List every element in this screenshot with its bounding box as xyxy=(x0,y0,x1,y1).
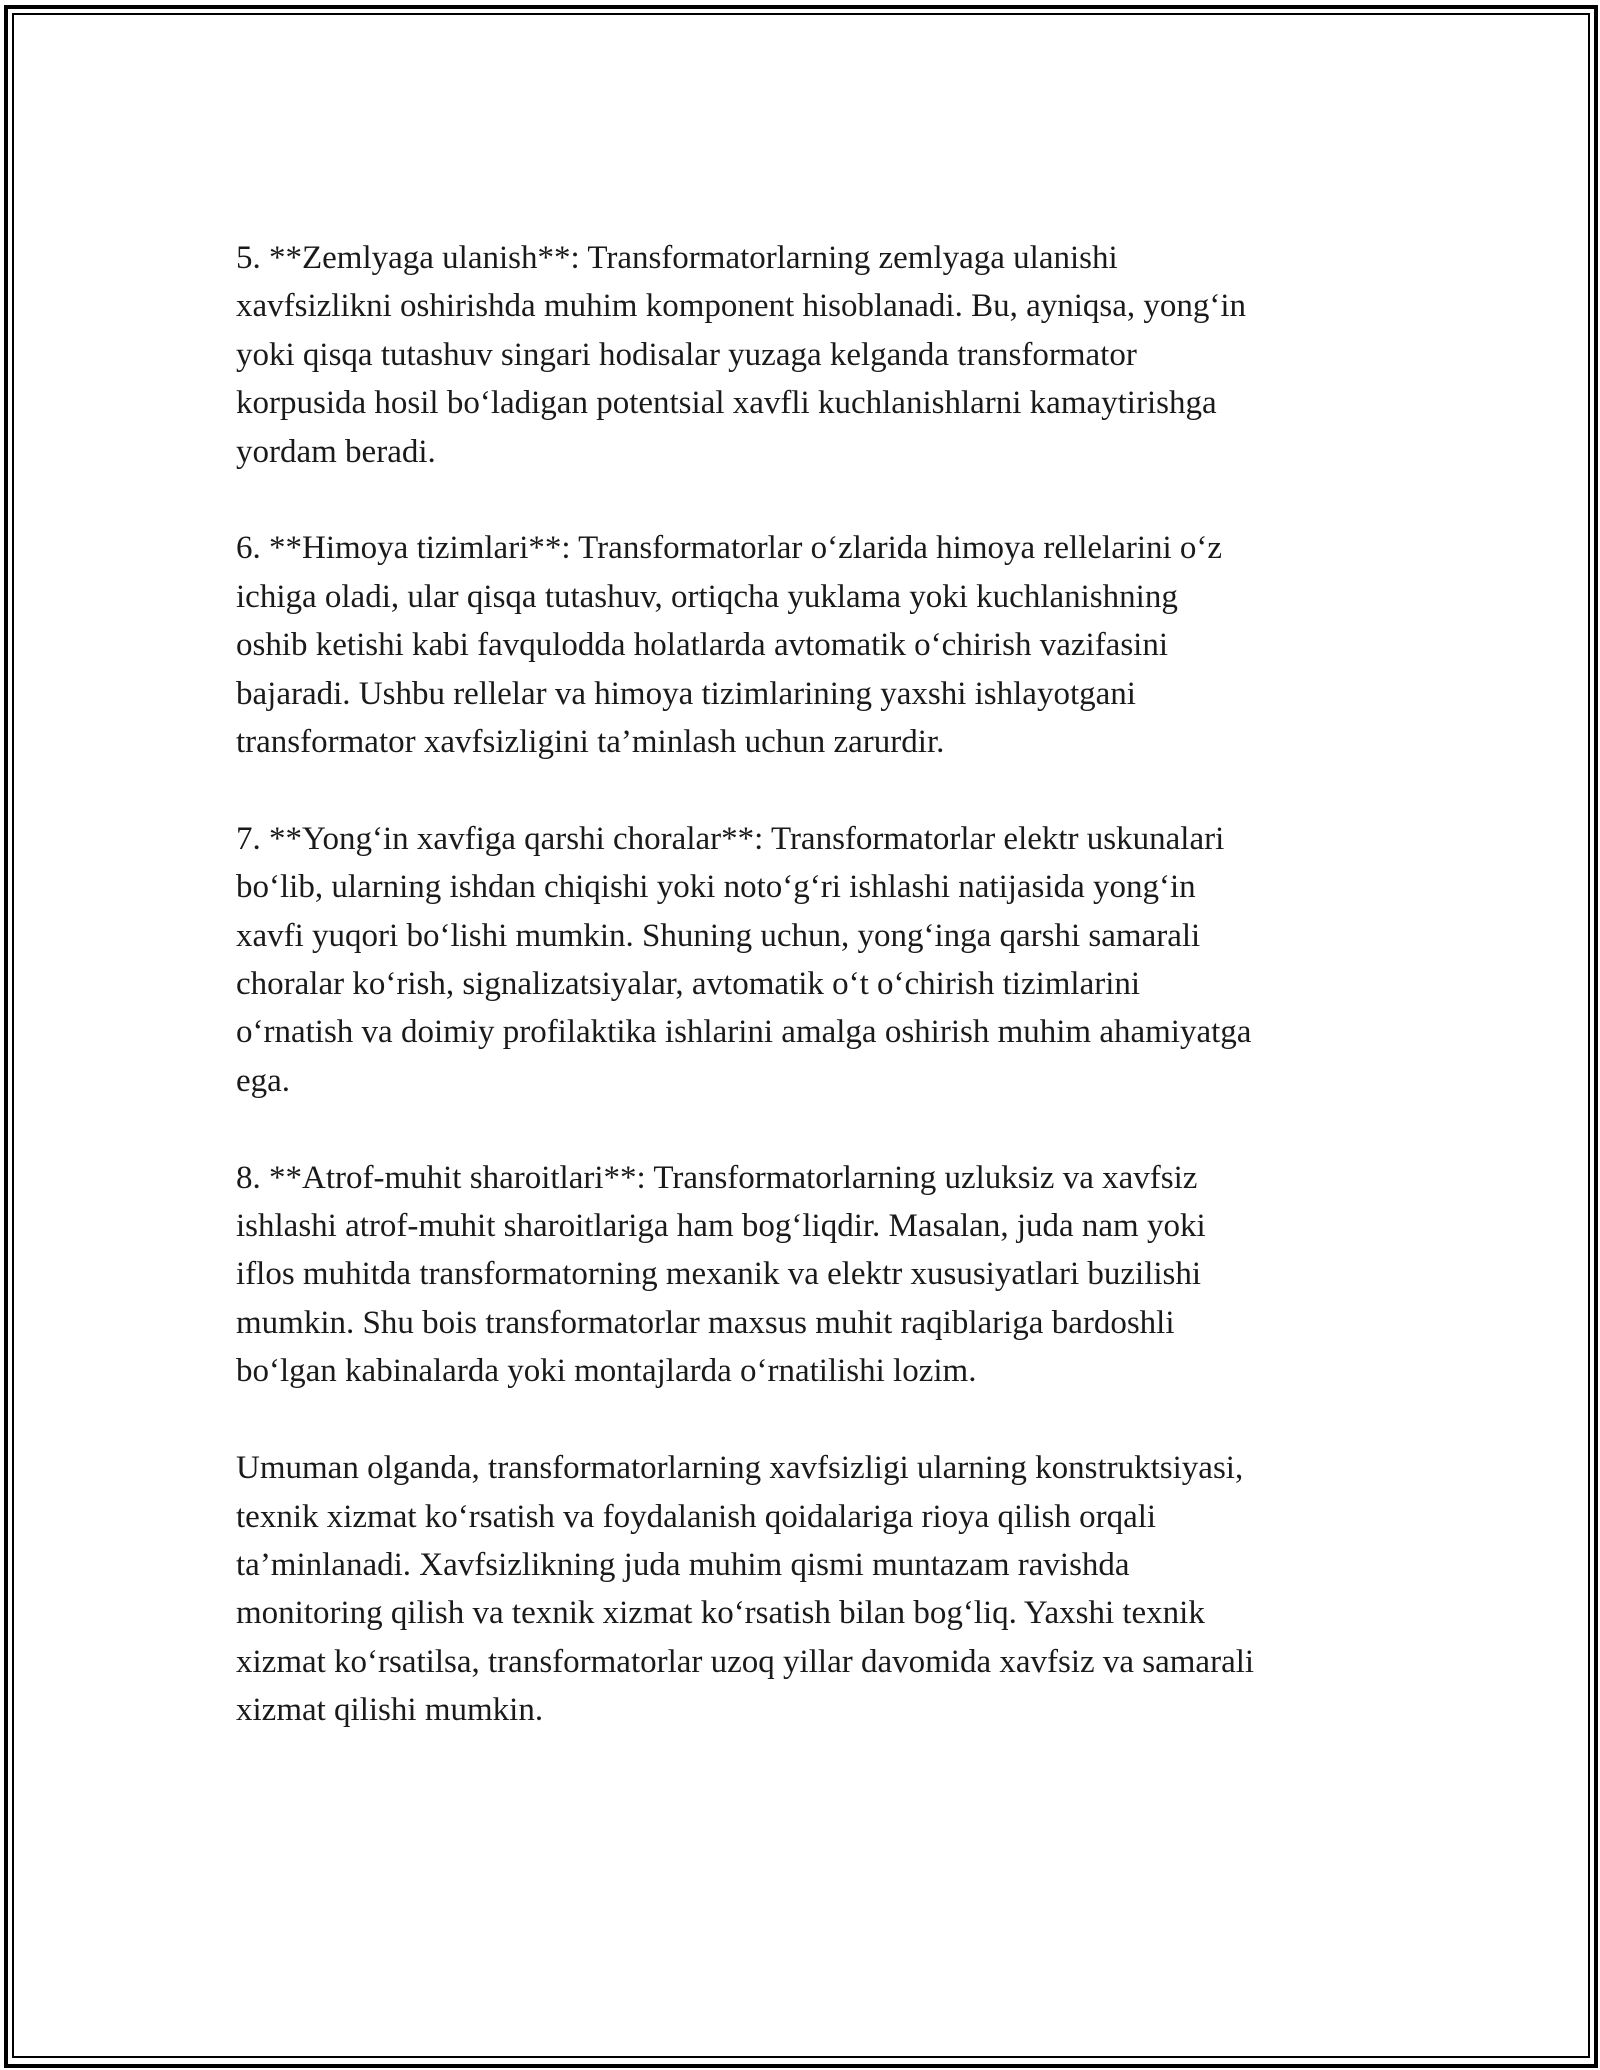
text-line: oshib ketishi kabi favqulodda holatlarda avtomatik o‘chirish vazifasini xyxy=(236,627,1169,664)
text-line: choralar ko‘rish, signalizatsiyalar, avtomatik o‘t o‘chirish tizimlarini xyxy=(236,966,1141,1003)
text-line: monitoring qilish va texnik xizmat ko‘rsatish bilan bog‘liq. Yaxshi texnik xyxy=(236,1595,1205,1632)
text-line: ishlashi atrof-muhit sharoitlariga ham bog‘liqdir. Masalan, juda nam yoki xyxy=(236,1208,1206,1245)
text-line: yordam beradi. xyxy=(236,433,436,470)
paragraph-conclusion xyxy=(236,1444,1386,1734)
text-line: 8. **Atrof-muhit sharoitlari**: Transformatorlarning uzluksiz va xavfsiz xyxy=(236,1159,1198,1196)
text-line: transformator xavfsizligini ta’minlash uchun zarurdir. xyxy=(236,724,945,761)
document-body xyxy=(236,234,1386,1783)
text-line: 5. **Zemlyaga ulanish**: Transformatorlarning zemlyaga ulanishi xyxy=(236,240,1118,276)
text-line: 7. **Yong‘in xavfiga qarshi choralar**: Transformatorlar elektr uskunalari xyxy=(236,820,1225,857)
paragraph-fire-safety xyxy=(236,815,1386,1105)
paragraph-grounding xyxy=(236,234,1386,476)
paragraph-protection-systems xyxy=(236,524,1386,766)
text-line: ichiga oladi, ular qisqa tutashuv, ortiqcha yuklama yoki kuchlanishning xyxy=(236,578,1178,615)
text-line: xizmat qilishi mumkin. xyxy=(236,1692,544,1729)
text-line: yoki qisqa tutashuv singari hodisalar yuzaga kelganda transformator xyxy=(236,336,1137,373)
text-line: xizmat ko‘rsatilsa, transformatorlar uzoq yillar davomida xavfsiz va samarali xyxy=(236,1643,1255,1680)
text-line: ta’minlanadi. Xavfsizlikning juda muhim qismi muntazam ravishda xyxy=(236,1546,1130,1583)
text-line: bo‘lgan kabinalarda yoki montajlarda o‘rnatilishi lozim. xyxy=(236,1353,977,1390)
text-line: bajaradi. Ushbu rellelar va himoya tizimlarining yaxshi ishlayotgani xyxy=(236,675,1136,712)
text-line: xavfsizlikni oshirishda muhim komponent hisoblanadi. Bu, ayniqsa, yong‘in xyxy=(236,288,1247,325)
text-line: korpusida hosil bo‘ladigan potentsial xavfli kuchlanishlarni kamaytirishga xyxy=(236,385,1217,422)
text-line: Umuman olganda, transformatorlarning xavfsizligi ularning konstruktsiyasi, xyxy=(236,1450,1244,1487)
text-line: 6. **Himoya tizimlari**: Transformatorlar o‘zlarida himoya rellelarini o‘z xyxy=(236,530,1223,567)
text-line: o‘rnatish va doimiy profilaktika ishlarini amalga oshirish muhim ahamiyatga xyxy=(236,1014,1252,1051)
text-line: iflos muhitda transformatorning mexanik va elektr xususiyatlari buzilishi xyxy=(236,1256,1202,1293)
text-line: xavfi yuqori bo‘lishi mumkin. Shuning uchun, yong‘inga qarshi samarali xyxy=(236,917,1201,954)
paragraph-environment xyxy=(236,1154,1386,1396)
text-line: bo‘lib, ularning ishdan chiqishi yoki noto‘g‘ri ishlashi natijasida yong‘in xyxy=(236,869,1196,906)
text-line: ega. xyxy=(236,1062,291,1099)
text-line: mumkin. Shu bois transformatorlar maxsus muhit raqiblariga bardoshli xyxy=(236,1304,1175,1341)
text-line: texnik xizmat ko‘rsatish va foydalanish qoidalariga rioya qilish orqali xyxy=(236,1498,1157,1535)
